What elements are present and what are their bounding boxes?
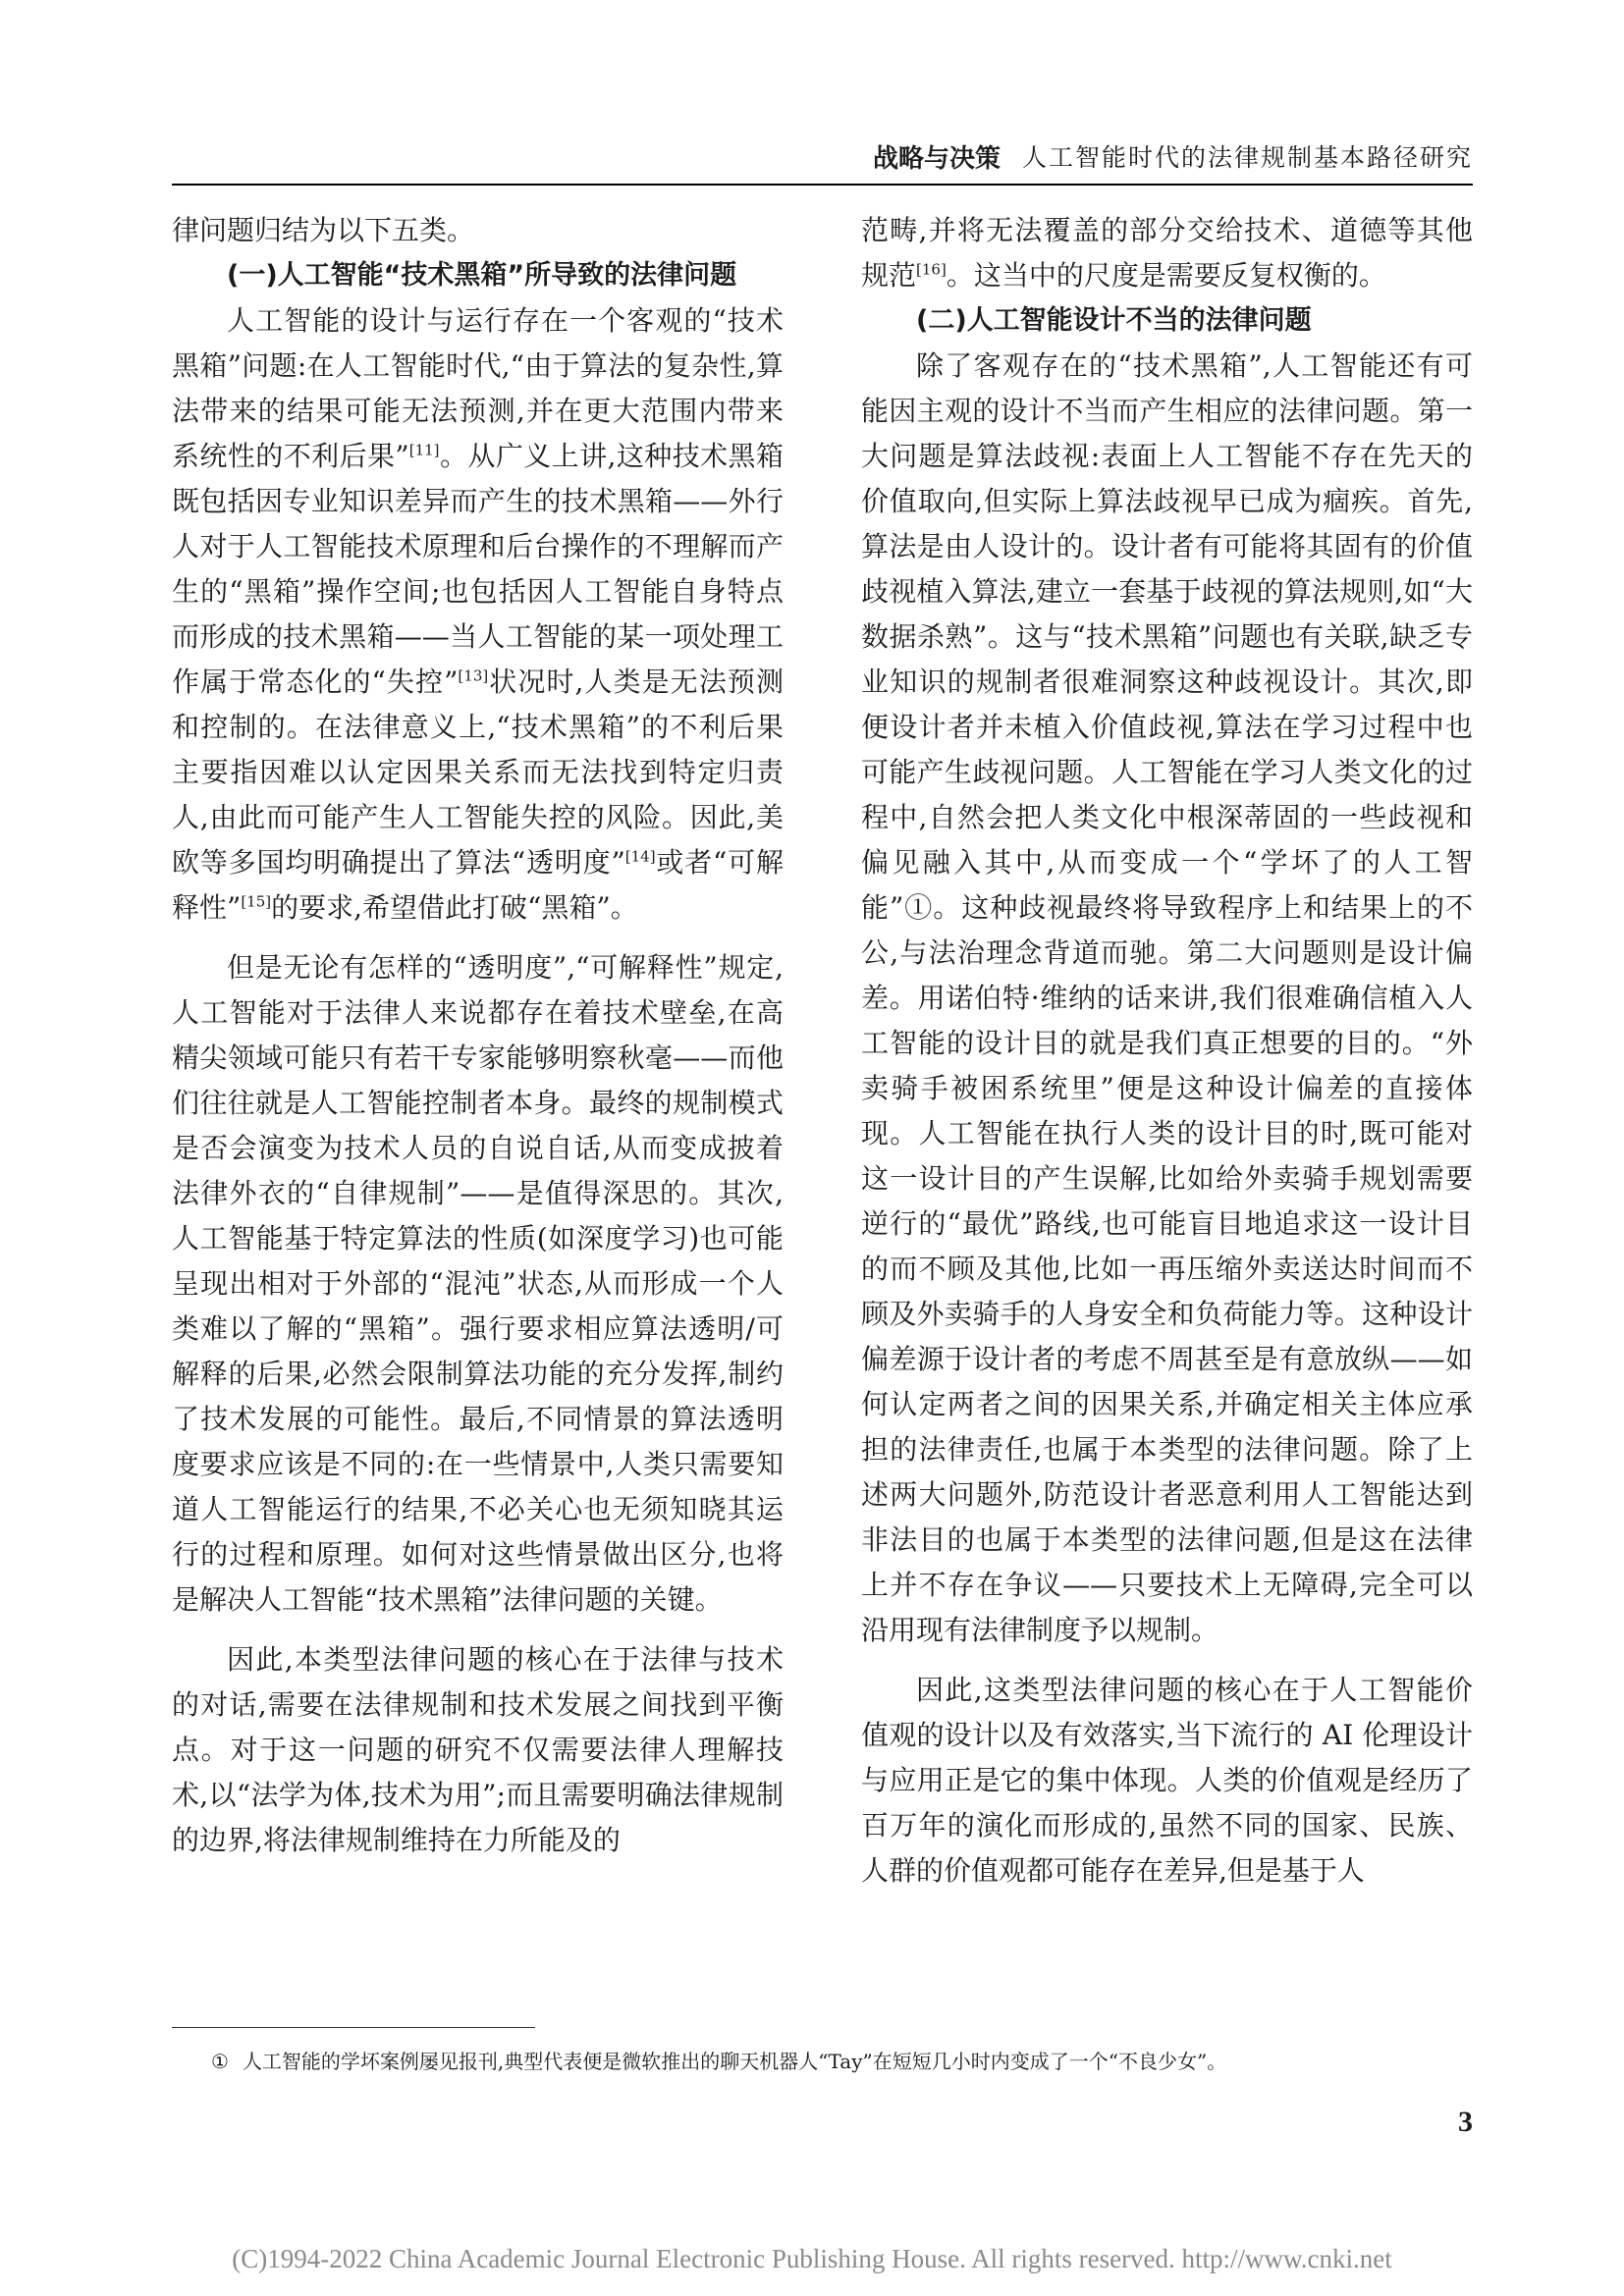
footnote-text: 人工智能的学坏案例屡见报刊,典型代表便是微软推出的聊天机器人“Tay”在短短几小时内变成了一个“不良少女”。 (242, 2050, 1227, 2073)
paragraph: 律问题归结为以下五类。 (172, 214, 475, 246)
footnote-marker[interactable]: ① (903, 891, 934, 924)
paragraph: 因此,这类型法律问题的核心在于人工智能价值观的设计以及有效落实,当下流行的 AI 伦理设计与应用正是它的集中体现。人类的价值观是经历了百万年的演化而形成的,虽然不同的国家、民族、人群的价值观都可能存在差异,但是基于人 (861, 1674, 1473, 1887)
footnote (211, 2046, 1468, 2077)
citation-ref: [16] (916, 260, 947, 279)
text-run: 。这种歧视最终将导致程序上和结果上的不公,与法治理念背道而驰。第二大问题则是设计偏差。用诺伯特·维纳的话来讲,我们很难确信植入人工智能的设计目的就是我们真正想要的目的。“外卖骑手被困系统里”便是这种设计偏差的直接体现。人工智能在执行人类的设计目的时,既可能对这一设计目的产生误解,比如给外卖骑手规划需要逆行的“最优”路线,也可能盲目地追求这一设计目的而不顾及其他,比如一再压缩外卖送达时间而不顾及外卖骑手的人身安全和负荷能力等。这种设计偏差源于设计者的考虑不周甚至是有意放纵——如何认定两者之间的因果关系,并确定相关主体应承担的法律责任,也属于本类型的法律问题。除了上述两大问题外,防范设计者恶意利用人工智能达到非法目的也属于本类型的法律问题,但是这在法律上并不存在争议——只要技术上无障碍,完全可以沿用现有法律制度予以规制。 (861, 891, 1473, 1646)
copyright-notice: (C)1994-2022 China Academic Journal Electronic Publishing House. All rights reserved. http://www.cnki.net (232, 2244, 1392, 2273)
text-run: 人工智能的设计与运行存在一个客观的“技术黑箱”问题:在人工智能时代,“由于算法的复杂性,算法带来的结果可能无法预测,并在更大范围内带来系统性的不利后果” (172, 304, 784, 472)
text-run: 除了客观存在的“技术黑箱”,人工智能还有可能因主观的设计不当而产生相应的法律问题。第一大问题是算法歧视:表面上人工智能不存在先天的价值取向,但实际上算法歧视早已成为痼疾。首先,算法是由人设计的。设计者有可能将其固有的价值歧视植入算法,建立一套基于歧视的算法规则,如“大数据杀熟”。这与“技术黑箱”问题也有关联,缺乏专业知识的规制者很难洞察这种歧视设计。其次,即便设计者并未植入价值歧视,算法在学习过程中也可能产生歧视问题。人工智能在学习人类文化的过程中,自然会把人类文化中根深蒂固的一些歧视和偏见融入其中,从而变成一个“学坏了的人工智能” (861, 349, 1473, 924)
left-column (172, 208, 784, 1863)
right-column (861, 208, 1473, 1894)
section-name: 战略与决策 (872, 143, 1001, 174)
section-heading: (一)人工智能“技术黑箱”所导致的法律问题 (227, 260, 737, 291)
page-number: 3 (1458, 2106, 1473, 2138)
paragraph (861, 208, 1473, 298)
text-run: 或者“可解释性” (172, 846, 784, 924)
running-head (172, 132, 1473, 181)
paragraph (861, 344, 1473, 1653)
paragraph: 但是无论有怎样的“透明度”,“可解释性”规定,人工智能对于法律人来说都存在着技术壁垒,在高精尖领域可能只有若干专家能够明察秋毫——而他们往往就是人工智能控制者本身。最终的规制模式是否会演变为技术人员的自说自话,从而变成披着法律外衣的“自律规制”——是值得深思的。其次,人工智能基于特定算法的性质(如深度学习)也可能呈现出相对于外部的“混沌”状态,从而形成一个人类难以了解的“黑箱”。强行要求相应算法透明/可解释的后果,必然会限制算法功能的充分发挥,制约了技术发展的可能性。最后,不同情景的算法透明度要求应该是不同的:在一些情景中,人类只需要知道人工智能运行的结果,不必关心也无须知晓其运行的过程和原理。如何对这些情景做出区分,也将是解决人工智能“技术黑箱”法律问题的关键。 (172, 951, 784, 1616)
text-run: 状况时,人类是无法预测和控制的。在法律意义上,“技术黑箱”的不利后果主要指因难以认定因果关系而无法找到特定归责人,由此而可能产生人工智能失控的风险。因此,美欧等多国均明确提出了算法“透明度” (172, 666, 784, 879)
citation-ref: [14] (624, 847, 656, 866)
header-rule (172, 184, 1473, 186)
article-title: 人工智能时代的法律规制基本路径研究 (1021, 143, 1473, 172)
citation-ref: [11] (408, 441, 440, 459)
paragraph: 因此,本类型法律问题的核心在于法律与技术的对话,需要在法律规制和技术发展之间找到平衡点。对于这一问题的研究不仅需要法律人理解技术,以“法学为体,技术为用”;而且需要明确法律规制的边界,将法律规制维持在力所能及的 (172, 1643, 784, 1856)
text-run: 的要求,希望借此打破“黑箱”。 (271, 891, 638, 924)
text-run: 。这当中的尺度是需要反复权衡的。 (946, 259, 1386, 292)
text-run: 范畴,并将无法覆盖的部分交给技术、道德等其他规范 (861, 214, 1473, 292)
citation-ref: [13] (458, 667, 489, 685)
text-run: 。从广义上讲,这种技术黑箱既包括因专业知识差异而产生的技术黑箱——外行人对于人工智能技术原理和后台操作的不理解而产生的“黑箱”操作空间;也包括因人工智能自身特点而形成的技术黑箱——当人工智能的某一项处理工作属于常态化的“失控” (172, 440, 784, 698)
paragraph (172, 298, 784, 931)
citation-ref: [15] (241, 892, 272, 911)
footnote-mark: ① (211, 2050, 229, 2073)
footnote-rule (172, 2027, 535, 2028)
section-heading: (二)人工智能设计不当的法律问题 (916, 305, 1312, 336)
